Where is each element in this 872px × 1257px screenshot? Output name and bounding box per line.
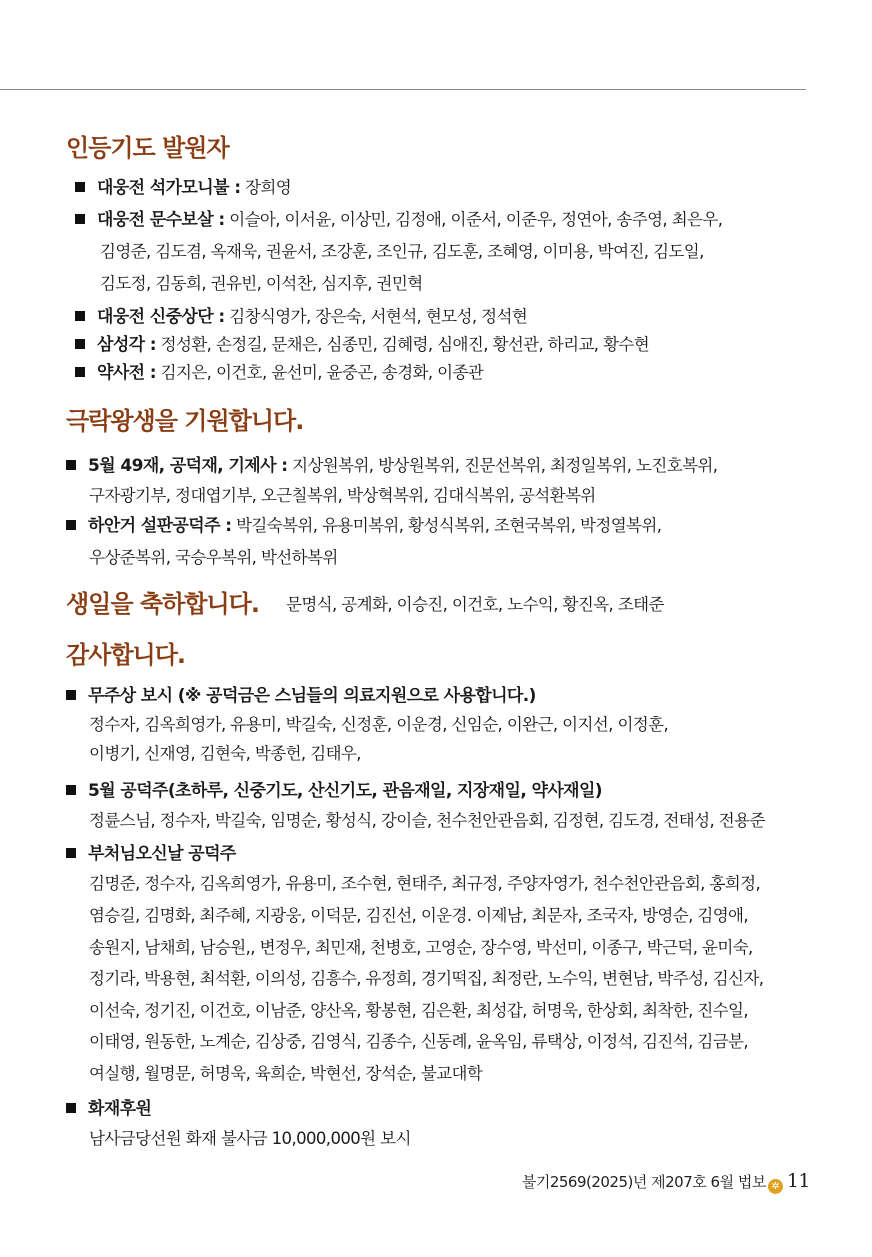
list-item-continuation: 김영준, 김도겸, 옥재욱, 권윤서, 조강훈, 조인규, 김도훈, 조혜영, 이미용, 박여진, 김도일, <box>100 242 704 261</box>
names-line: 염승길, 김명화, 최주혜, 지광웅, 이덕문, 김진선, 이운경. 이제남, 최문자, 조국자, 방영순, 김영애, <box>89 906 749 925</box>
top-divider <box>0 89 806 90</box>
list-item-daeungjeon-sinjung: 대웅전 신중상단 : 김창식영가, 장은숙, 서현석, 현모성, 정석현 <box>75 306 527 328</box>
bullet-square-icon <box>75 367 85 377</box>
section-title-thanks: 감사합니다. <box>66 641 186 669</box>
bullet-square-icon <box>66 1103 76 1113</box>
list-item-daeungjeon-seokga: 대웅전 석가모니불 : 장희영 <box>75 177 291 199</box>
bullet-square-icon <box>66 785 76 795</box>
bullet-square-icon <box>66 520 76 530</box>
bullet-square-icon <box>66 848 76 858</box>
names-line: 정륜스님, 정수자, 박길숙, 임명순, 황성식, 강이슬, 천수천안관음회, 김정현, 김도경, 전태성, 전용준 <box>89 811 765 830</box>
bullet-square-icon <box>66 460 76 470</box>
bullet-square-icon <box>75 339 85 349</box>
page-footer <box>522 1170 810 1194</box>
list-item-daeungjeon-munsu: 대웅전 문수보살 : 이슬아, 이서윤, 이상민, 김정애, 이준서, 이준우, 정연아, 송주영, 최은우, <box>75 209 722 231</box>
list-item-fire-support: 화재후원 <box>66 1098 151 1120</box>
list-item-buddha-birthday: 부처님오신날 공덕주 <box>66 843 236 865</box>
names-line: 정수자, 김옥희영가, 유용미, 박길숙, 신정훈, 이운경, 신임순, 이완근, 이지선, 이정훈, <box>89 715 669 734</box>
list-item-may-49jae: 5월 49재, 공덕재, 기제사 : 지상원복위, 방상원복위, 진문선복위, 최정일복위, 노진호복위, <box>66 455 717 477</box>
bullet-square-icon <box>75 182 85 192</box>
dharma-wheel-icon: ✲ <box>768 1179 783 1194</box>
names-line: 이병기, 신재영, 김현숙, 박종헌, 김태우, <box>89 744 361 763</box>
names-line: 송원지, 남채희, 남승원,, 변정우, 최민재, 천병호, 고영순, 장수영, 박선미, 이종구, 박근덕, 윤미숙, <box>89 938 753 957</box>
page-number: 11 <box>786 1170 810 1192</box>
fire-support-text: 남사금당선원 화재 불사금 10,000,000원 보시 <box>89 1129 411 1148</box>
names-line: 여실행, 월명문, 허명욱, 육희순, 박현선, 장석순, 불교대학 <box>89 1064 483 1083</box>
list-item-hangeo: 하안거 설판공덕주 : 박길숙복위, 유용미복위, 황성식복위, 조현국복위, 박정열복위, <box>66 515 661 537</box>
list-item-mujusang: 무주상 보시 (※ 공덕금은 스님들의 의료지원으로 사용합니다.) <box>66 685 536 707</box>
birthday-names: 문명식, 공계화, 이승진, 이건호, 노수익, 황진옥, 조태준 <box>286 595 664 614</box>
list-item-continuation: 우상준복위, 국승우복위, 박선하복위 <box>89 548 338 567</box>
bullet-square-icon <box>75 311 85 321</box>
bullet-square-icon <box>66 690 76 700</box>
names-line: 정기라, 박용현, 최석환, 이의성, 김흥수, 유정희, 경기떡집, 최정란, 노수익, 변현남, 박주성, 김신자, <box>89 969 764 988</box>
section-title-geungnak: 극락왕생을 기원합니다. <box>66 407 304 435</box>
names-line: 이태영, 원동한, 노계순, 김상중, 김영식, 김종수, 신동례, 윤옥임, 류택상, 이정석, 김진석, 김금분, <box>89 1032 749 1051</box>
names-line: 김명준, 정수자, 김옥희영가, 유용미, 조수현, 현태주, 최규정, 주양자영가, 천수천안관음회, 홍희정, <box>89 874 761 893</box>
list-item-yaksajeon: 약사전 : 김지은, 이건호, 윤선미, 윤중곤, 송경화, 이종관 <box>75 362 483 384</box>
section-title-birthday: 생일을 축하합니다. <box>66 590 259 618</box>
bullet-square-icon <box>75 214 85 224</box>
list-item-may-donors: 5월 공덕주(초하루, 신중기도, 산신기도, 관음재일, 지장재일, 약사재일) <box>66 780 602 802</box>
list-item-continuation: 구자광기부, 정대엽기부, 오근칠복위, 박상혁복위, 김대식복위, 공석환복위 <box>89 486 596 505</box>
section-title-indeung: 인등기도 발원자 <box>66 134 229 162</box>
list-item-continuation: 김도정, 김동희, 권유빈, 이석찬, 심지후, 권민혁 <box>100 274 423 293</box>
list-item-samseonggak: 삼성각 : 정성환, 손정길, 문채은, 심종민, 김혜령, 심애진, 황선관, 하리교, 황수현 <box>75 334 649 356</box>
names-line: 이선숙, 정기진, 이건호, 이남준, 양산옥, 황봉현, 김은환, 최성갑, 허명욱, 한상회, 최착한, 진수일, <box>89 1001 749 1020</box>
issue-label: 불기2569(2025)년 제207호 6월 법보 <box>521 1173 766 1191</box>
